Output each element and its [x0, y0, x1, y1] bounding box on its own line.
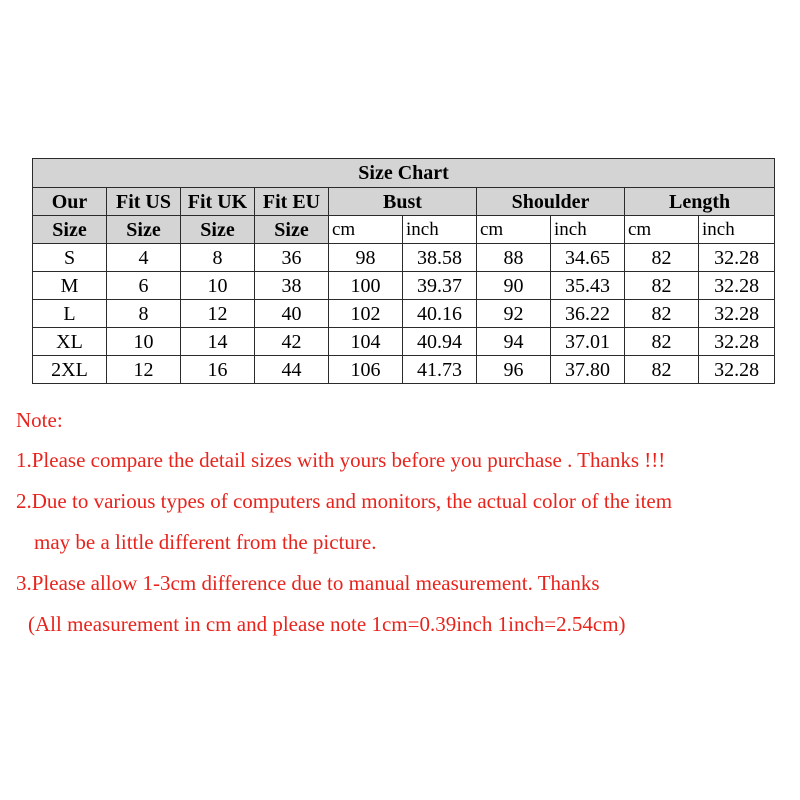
note-line-3b: (All measurement in cm and please note 1cm=0.39inch 1inch=2.54cm)	[28, 612, 626, 636]
cell-bust-inch: 40.94	[403, 328, 477, 356]
cell-fit-uk: 14	[181, 328, 255, 356]
cell-our-size: S	[33, 244, 107, 272]
cell-length-cm: 82	[625, 272, 699, 300]
table-row	[33, 356, 775, 384]
header-our-size-top: Our	[33, 188, 107, 216]
cell-bust-inch: 39.37	[403, 272, 477, 300]
cell-fit-eu: 38	[255, 272, 329, 300]
cell-our-size: M	[33, 272, 107, 300]
note-title: Note:	[16, 408, 63, 432]
cell-length-cm: 82	[625, 328, 699, 356]
cell-shoulder-cm: 94	[477, 328, 551, 356]
header-our-size-bottom: Size	[33, 216, 107, 244]
cell-fit-us: 12	[107, 356, 181, 384]
header-length-cm: cm	[625, 216, 699, 244]
cell-shoulder-inch: 36.22	[551, 300, 625, 328]
header-row-1	[33, 188, 775, 216]
header-bust-inch: inch	[403, 216, 477, 244]
cell-fit-uk: 10	[181, 272, 255, 300]
table-row	[33, 244, 775, 272]
cell-our-size: XL	[33, 328, 107, 356]
header-fit-uk-top: Fit UK	[181, 188, 255, 216]
cell-shoulder-inch: 37.80	[551, 356, 625, 384]
size-chart-table	[32, 158, 775, 384]
cell-length-inch: 32.28	[699, 300, 775, 328]
cell-bust-cm: 98	[329, 244, 403, 272]
table-row	[33, 300, 775, 328]
table-title: Size Chart	[33, 159, 775, 188]
header-row-2	[33, 216, 775, 244]
header-fit-us-top: Fit US	[107, 188, 181, 216]
cell-fit-us: 6	[107, 272, 181, 300]
cell-shoulder-cm: 88	[477, 244, 551, 272]
note-line-1: 1.Please compare the detail sizes with yours before you purchase . Thanks !!!	[16, 448, 666, 472]
cell-shoulder-inch: 35.43	[551, 272, 625, 300]
cell-shoulder-inch: 37.01	[551, 328, 625, 356]
note-line-2b: may be a little different from the picture.	[34, 530, 377, 554]
note-line-3a: 3.Please allow 1-3cm difference due to manual measurement. Thanks	[16, 571, 600, 595]
header-shoulder-cm: cm	[477, 216, 551, 244]
header-shoulder: Shoulder	[477, 188, 625, 216]
cell-length-inch: 32.28	[699, 356, 775, 384]
table-row	[33, 328, 775, 356]
header-fit-us-bottom: Size	[107, 216, 181, 244]
cell-length-cm: 82	[625, 244, 699, 272]
cell-bust-inch: 41.73	[403, 356, 477, 384]
cell-bust-inch: 38.58	[403, 244, 477, 272]
header-fit-eu-bottom: Size	[255, 216, 329, 244]
cell-fit-eu: 44	[255, 356, 329, 384]
header-bust-cm: cm	[329, 216, 403, 244]
cell-shoulder-cm: 90	[477, 272, 551, 300]
cell-length-cm: 82	[625, 300, 699, 328]
cell-length-inch: 32.28	[699, 272, 775, 300]
header-fit-uk-bottom: Size	[181, 216, 255, 244]
cell-fit-uk: 12	[181, 300, 255, 328]
header-shoulder-inch: inch	[551, 216, 625, 244]
cell-length-cm: 82	[625, 356, 699, 384]
cell-our-size: 2XL	[33, 356, 107, 384]
cell-shoulder-cm: 96	[477, 356, 551, 384]
note-line-2a: 2.Due to various types of computers and monitors, the actual color of the item	[16, 489, 673, 513]
cell-fit-eu: 40	[255, 300, 329, 328]
cell-fit-us: 10	[107, 328, 181, 356]
cell-our-size: L	[33, 300, 107, 328]
header-length-inch: inch	[699, 216, 775, 244]
cell-fit-us: 8	[107, 300, 181, 328]
header-fit-eu-top: Fit EU	[255, 188, 329, 216]
cell-bust-cm: 100	[329, 272, 403, 300]
cell-fit-eu: 42	[255, 328, 329, 356]
table-row	[33, 272, 775, 300]
cell-fit-us: 4	[107, 244, 181, 272]
cell-fit-uk: 8	[181, 244, 255, 272]
header-bust: Bust	[329, 188, 477, 216]
cell-bust-inch: 40.16	[403, 300, 477, 328]
header-length: Length	[625, 188, 775, 216]
cell-shoulder-cm: 92	[477, 300, 551, 328]
notes-section	[16, 402, 796, 645]
cell-length-inch: 32.28	[699, 244, 775, 272]
cell-fit-eu: 36	[255, 244, 329, 272]
cell-bust-cm: 104	[329, 328, 403, 356]
cell-bust-cm: 102	[329, 300, 403, 328]
cell-bust-cm: 106	[329, 356, 403, 384]
cell-fit-uk: 16	[181, 356, 255, 384]
cell-length-inch: 32.28	[699, 328, 775, 356]
cell-shoulder-inch: 34.65	[551, 244, 625, 272]
